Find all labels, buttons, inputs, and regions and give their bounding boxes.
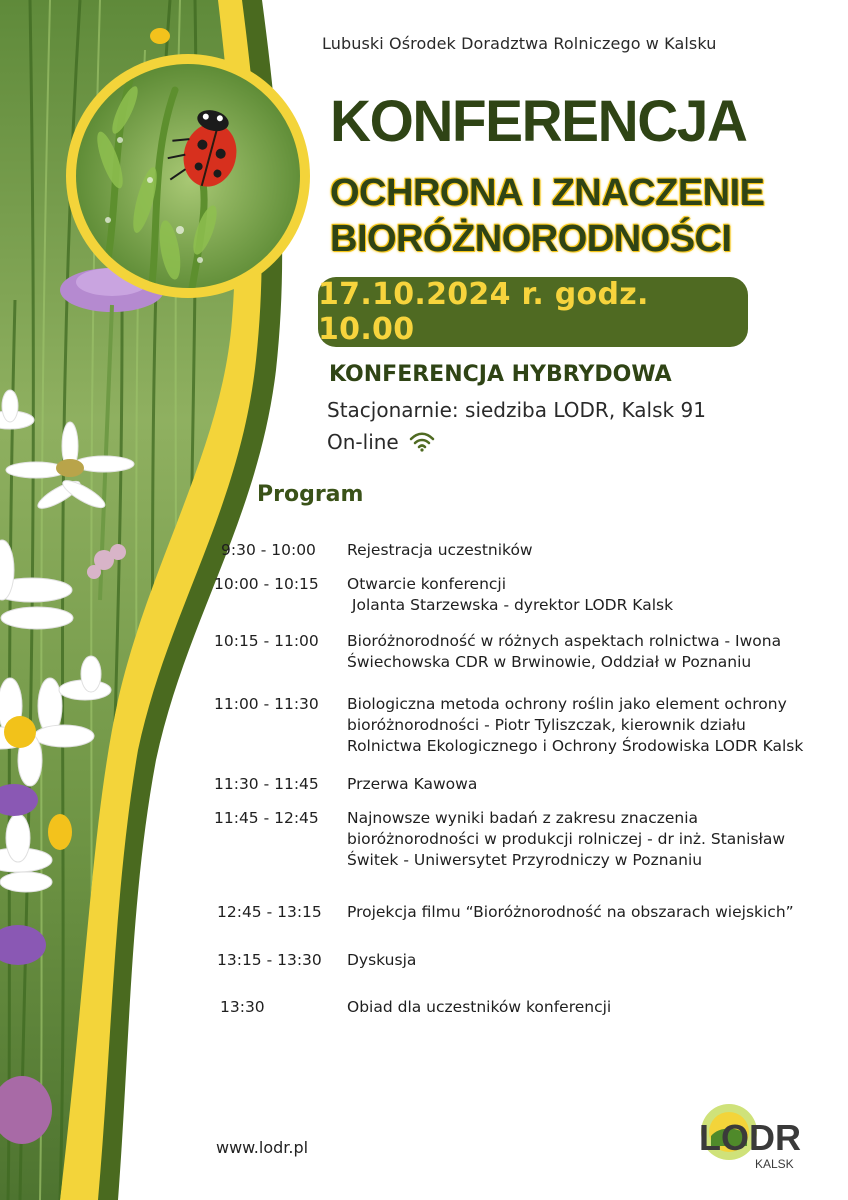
program-description: Dyskusja: [347, 951, 417, 969]
wifi-icon: [409, 432, 435, 452]
date-badge: [318, 277, 748, 347]
venue-text: Stacjonarnie: siedziba LODR, Kalsk 91: [327, 398, 706, 422]
date-text: 17.10.2024 r. godz. 10.00: [318, 277, 649, 347]
page-title: KONFERENCJA: [330, 89, 747, 154]
program-time: 13:30: [220, 998, 265, 1016]
program-time: 11:45 - 12:45: [214, 809, 319, 827]
program-time: 10:15 - 11:00: [214, 632, 319, 650]
online-text: On-line: [327, 430, 399, 454]
program-description: Biologiczna metoda ochrony roślin jako element ochrony bioróżnorodności - Piotr Tyliszczak, kierownik działu Rolnictwa Ekologicznego i Ochrony Środowiska LODR Kalsk: [347, 695, 804, 755]
program-description: Bioróżnorodność w różnych aspektach rolnictwa - Iwona Świechowska CDR w Brwinowie, Oddział w Poznaniu: [347, 632, 782, 671]
svg-text:LODR: LODR: [699, 1117, 801, 1158]
program-description: Najnowsze wyniki badań z zakresu znaczenia bioróżnorodności w produkcji rolniczej - dr inż. Stanisław Świtek - Uniwersytet Przyrodniczy w Poznaniu: [347, 809, 786, 869]
program-description: Projekcja filmu “Bioróżnorodność na obszarach wiejskich”: [347, 903, 794, 921]
website-link[interactable]: www.lodr.pl: [216, 1138, 309, 1157]
format-heading: KONFERENCJA HYBRYDOWA: [329, 362, 672, 387]
program-time: 12:45 - 13:15: [217, 903, 322, 921]
subtitle-line-1: OCHRONA I ZNACZENIE: [330, 172, 765, 214]
online-line: [327, 430, 435, 454]
program-heading: Program: [257, 482, 364, 507]
program-time: 13:15 - 13:30: [217, 951, 322, 969]
program-description: Otwarcie konferencji Jolanta Starzewska - dyrektor LODR Kalsk: [347, 575, 674, 614]
program-time: 10:00 - 10:15: [214, 575, 319, 593]
program-description: Rejestracja uczestników: [347, 541, 533, 559]
lodr-logo: [697, 1102, 807, 1172]
program-description: Przerwa Kawowa: [347, 775, 478, 793]
subtitle-line-2: BIORÓŻNORODNOŚCI: [330, 218, 732, 260]
program-time: 11:00 - 11:30: [214, 695, 319, 713]
program-description: Obiad dla uczestników konferencji: [347, 998, 612, 1016]
organization-name: Lubuski Ośrodek Doradztwa Rolniczego w Kalsku: [322, 34, 717, 53]
svg-text:KALSK: KALSK: [755, 1157, 794, 1171]
program-time: 9:30 - 10:00: [221, 541, 316, 559]
conference-subtitle: [330, 170, 810, 262]
program-time: 11:30 - 11:45: [214, 775, 319, 793]
